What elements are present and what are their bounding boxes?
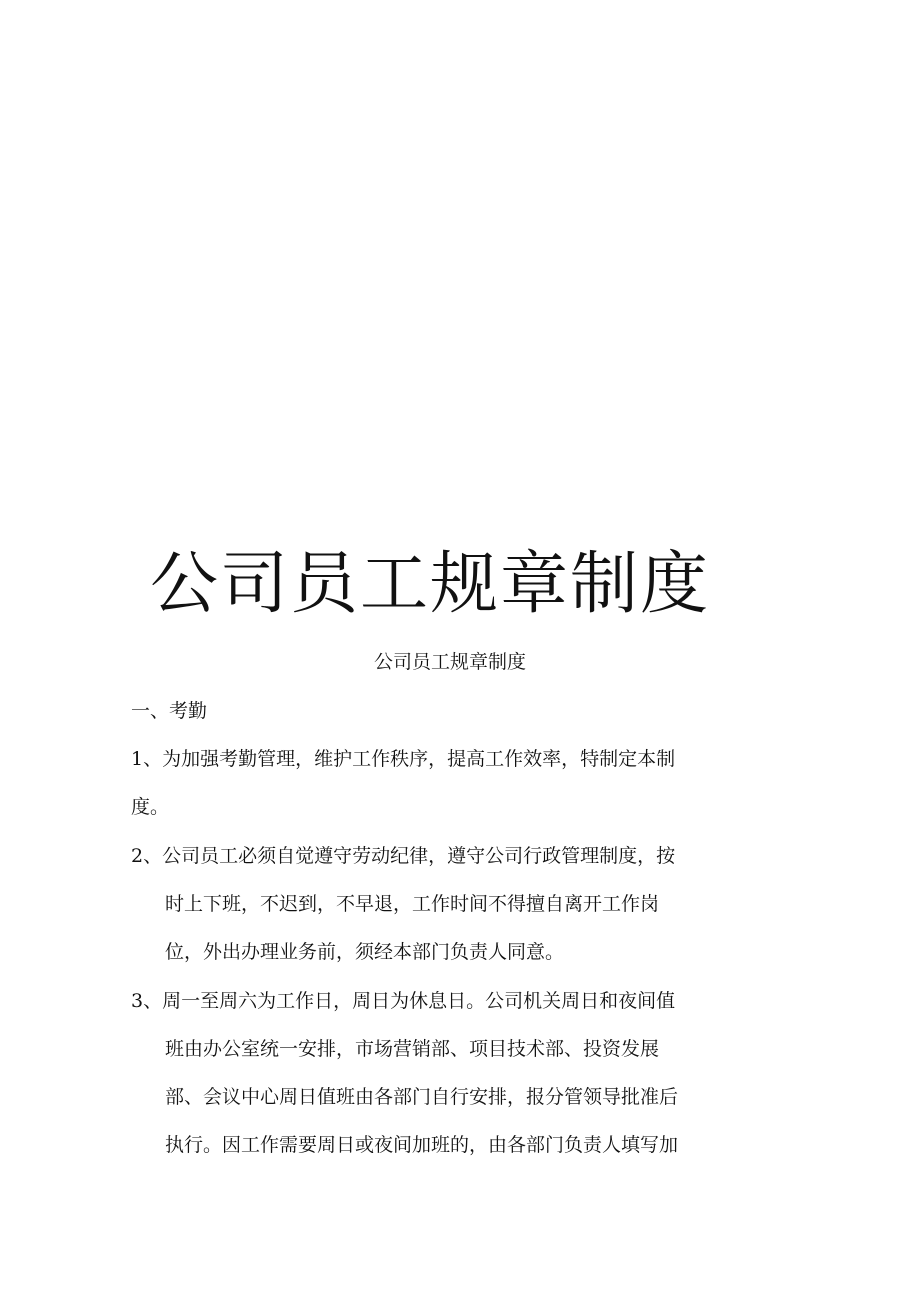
section-heading: 一、考勤 <box>131 700 208 722</box>
document-title: 公司员工规章制度 <box>149 545 710 624</box>
paragraph-line: 位，外出办理业务前，须经本部门负责人同意。 <box>165 941 565 963</box>
paragraph-line: 部、会议中心周日值班由各部门自行安排，报分管领导批准后 <box>165 1086 679 1108</box>
paragraph-line: 1、为加强考勤管理，维护工作秩序，提高工作效率，特制定本制 <box>131 748 676 770</box>
paragraph-line: 2、公司员工必须自觉遵守劳动纪律，遵守公司行政管理制度，按 <box>131 845 676 867</box>
document-subtitle: 公司员工规章制度 <box>373 651 526 673</box>
paragraph-line: 3、周一至周六为工作日，周日为休息日。公司机关周日和夜间值 <box>131 990 676 1012</box>
paragraph-line: 执行。因工作需要周日或夜间加班的，由各部门负责人填写加 <box>165 1134 679 1156</box>
paragraph-line: 时上下班，不迟到，不早退，工作时间不得擅自离开工作岗 <box>165 893 660 915</box>
paragraph-line: 度。 <box>131 796 170 818</box>
paragraph-line: 班由办公室统一安排，市场营销部、项目技术部、投资发展 <box>165 1038 660 1060</box>
